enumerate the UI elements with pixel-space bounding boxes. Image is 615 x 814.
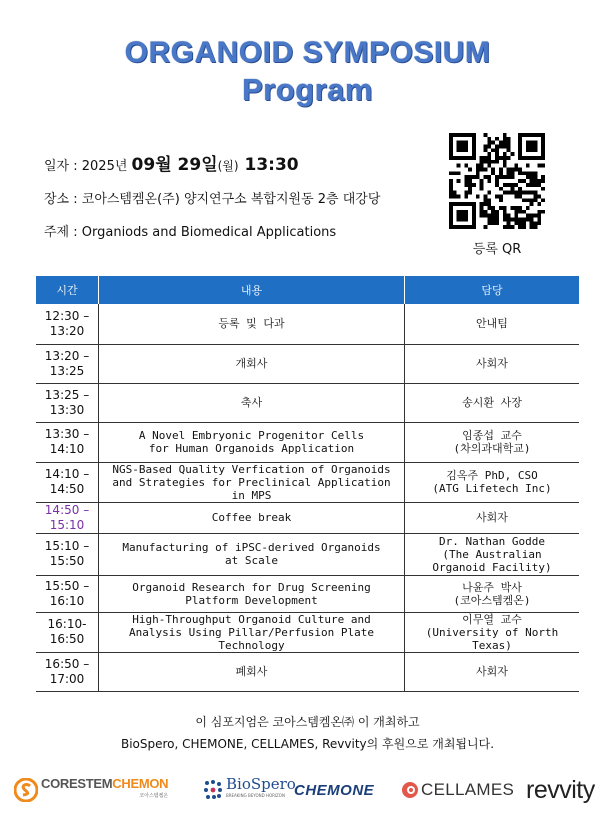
- table-row: [36, 652, 579, 691]
- content-cell: [99, 502, 405, 533]
- content-cell-line: 개회사: [235, 357, 268, 370]
- owner-cell-line: 안내팀: [476, 317, 508, 331]
- content-cell: [99, 533, 405, 575]
- owner-cell-line: 사회자: [476, 511, 508, 524]
- header-owner: 담당: [405, 276, 580, 304]
- time-cell-line: 17:00: [49, 671, 85, 686]
- header-time: 시간: [36, 276, 99, 304]
- time-cell-line: 13:30 –: [44, 427, 90, 441]
- footer-host-line: 이 심포지엄은 코아스템켐온㈜ 이 개최하고: [195, 715, 420, 729]
- table-row: [36, 575, 579, 612]
- owner-cell: [405, 462, 580, 502]
- time-cell-line: 13:20 –: [44, 348, 90, 363]
- date-line: 일자 : 2025년 09월 29일(월) 13:30: [44, 155, 299, 175]
- table-row: [36, 304, 579, 344]
- revvity-logo: revvity: [526, 775, 595, 804]
- time-cell-line: 16:50 –: [44, 656, 90, 671]
- owner-cell-line: Texas): [472, 638, 512, 652]
- time-cell-line: 13:25 –: [44, 387, 90, 402]
- cellames-c-icon: [401, 781, 419, 799]
- content-cell: [99, 422, 405, 462]
- time-cell-line: 15:10 –: [44, 539, 90, 553]
- time-cell: [36, 575, 99, 612]
- owner-cell-line: Dr. Nathan Godde: [439, 534, 545, 548]
- owner-cell-line: 사회자: [476, 357, 508, 370]
- time-cell-line: 13:25: [49, 363, 85, 378]
- time-cell-line: 14:10 –: [44, 467, 90, 481]
- owner-cell-line: (The Australian: [442, 547, 542, 561]
- owner-cell-line: 임종섭 교수: [462, 429, 522, 442]
- time-cell: [36, 502, 99, 533]
- content-cell-line: A Novel Embryonic Progenitor Cells: [138, 429, 365, 442]
- chemone-logo: CHEMONE: [294, 781, 375, 799]
- table-row: [36, 462, 579, 502]
- footer-sponsor-line: BioSpero, CHEMONE, CELLAMES, Revvity의 후원으로 개최됩니다.: [120, 737, 495, 751]
- content-cell-line: NGS-Based Quality Verfication of Organoids: [112, 462, 391, 476]
- header-content: 내용: [99, 276, 405, 304]
- page-title: ORGANOID SYMPOSIUM: [124, 36, 491, 69]
- time-cell: [36, 612, 99, 652]
- content-cell-line: High-Throughput Organoid Culture and: [132, 612, 371, 626]
- time-cell-line: 12:30 –: [44, 308, 90, 323]
- time-cell-line: 16:10: [49, 593, 85, 608]
- table-row: [36, 344, 579, 383]
- table-row: [36, 502, 579, 533]
- time-cell-line: 13:20: [49, 323, 85, 338]
- owner-cell-line: 김옥주 PhD, CSO: [446, 469, 538, 482]
- content-cell: [99, 612, 405, 652]
- time-cell: [36, 344, 99, 383]
- owner-cell: [405, 304, 580, 344]
- owner-cell-line: 나윤주 박사: [462, 580, 522, 594]
- content-cell: [99, 462, 405, 502]
- owner-cell-line: 사회자: [476, 665, 508, 678]
- table-row: [36, 422, 579, 462]
- place-line: 장소 : 코아스템켐온(주) 양지연구소 복합지원동 2층 대강당: [44, 192, 381, 207]
- time-cell-line: 15:50: [49, 554, 85, 568]
- owner-cell-line: (차의과대학교): [453, 442, 531, 455]
- content-cell-line: in MPS: [231, 488, 272, 502]
- sponsor-logos: [0, 772, 615, 808]
- time-cell: [36, 304, 99, 344]
- time-cell: [36, 462, 99, 502]
- content-cell-line: Manufacturing of iPSC-derived Organoids: [122, 541, 381, 554]
- owner-cell-line: 이무열 교수: [462, 612, 522, 626]
- time-cell: [36, 383, 99, 422]
- owner-cell-line: (코아스템켐온): [453, 593, 531, 607]
- content-cell: [99, 344, 405, 383]
- owner-cell: [405, 422, 580, 462]
- time-cell-line: 16:10-: [47, 617, 87, 631]
- content-cell: [99, 652, 405, 691]
- owner-cell: [405, 652, 580, 691]
- content-cell-line: Technology: [218, 638, 285, 652]
- time-cell-line: 14:10: [49, 442, 85, 456]
- time-cell: [36, 533, 99, 575]
- topic-line: 주제 : Organiods and Biomedical Applications: [44, 225, 337, 240]
- owner-cell-line: (ATG Lifetech Inc): [432, 482, 552, 495]
- time-cell-line: 14:50: [49, 482, 85, 496]
- content-cell: [99, 575, 405, 612]
- content-cell-line: Platform Development: [185, 593, 318, 607]
- program-table: [36, 276, 579, 692]
- time-cell: [36, 422, 99, 462]
- owner-cell-line: 송시환 사장: [462, 396, 522, 409]
- table-row: [36, 383, 579, 422]
- corestemchemon-logo: CORESTEMCHEMON 코아스템켐온: [14, 772, 168, 808]
- time-cell-line: 16:50: [49, 632, 85, 646]
- registration-qr-code[interactable]: [449, 133, 545, 229]
- content-cell-line: at Scale: [225, 554, 278, 567]
- time-cell: [36, 652, 99, 691]
- cellames-logo: CELLAMES: [401, 772, 514, 808]
- chemon-text: CHEMON: [112, 776, 169, 791]
- qr-label: 등록 QR: [472, 242, 522, 257]
- owner-cell-line: Organoid Facility): [432, 560, 552, 574]
- owner-cell: [405, 344, 580, 383]
- time-cell-line: 15:50 –: [44, 578, 90, 593]
- biospero-logo: BioSpero BREAKING BEYOND HORIZON: [203, 772, 296, 808]
- content-cell-line: for Human Organoids Application: [148, 442, 355, 455]
- content-cell-line: 등록 및 다과: [218, 317, 285, 331]
- owner-cell: [405, 575, 580, 612]
- content-cell-line: 축사: [240, 396, 263, 409]
- table-row: [36, 612, 579, 652]
- content-cell-line: Organoid Research for Drug Screening: [132, 580, 371, 594]
- owner-cell: [405, 383, 580, 422]
- content-cell-line: 폐회사: [235, 665, 268, 678]
- time-cell-line: 14:50 –: [44, 502, 90, 517]
- corestem-s-icon: [14, 778, 38, 802]
- content-cell-line: Coffee break: [211, 511, 292, 524]
- owner-cell: [405, 502, 580, 533]
- owner-cell-line: (University of North: [425, 625, 559, 639]
- time-cell-line: 13:30: [49, 402, 85, 417]
- owner-cell: [405, 612, 580, 652]
- content-cell: [99, 304, 405, 344]
- page-subtitle: Program: [242, 72, 373, 107]
- content-cell-line: Analysis Using Pillar/Perfusion Plate: [128, 625, 375, 639]
- time-cell-line: 15:10: [49, 517, 85, 532]
- biospero-dots-icon: [203, 779, 223, 801]
- content-cell-line: and Strategies for Preclinical Application: [112, 475, 391, 489]
- table-row: [36, 533, 579, 575]
- content-cell: [99, 383, 405, 422]
- owner-cell: [405, 533, 580, 575]
